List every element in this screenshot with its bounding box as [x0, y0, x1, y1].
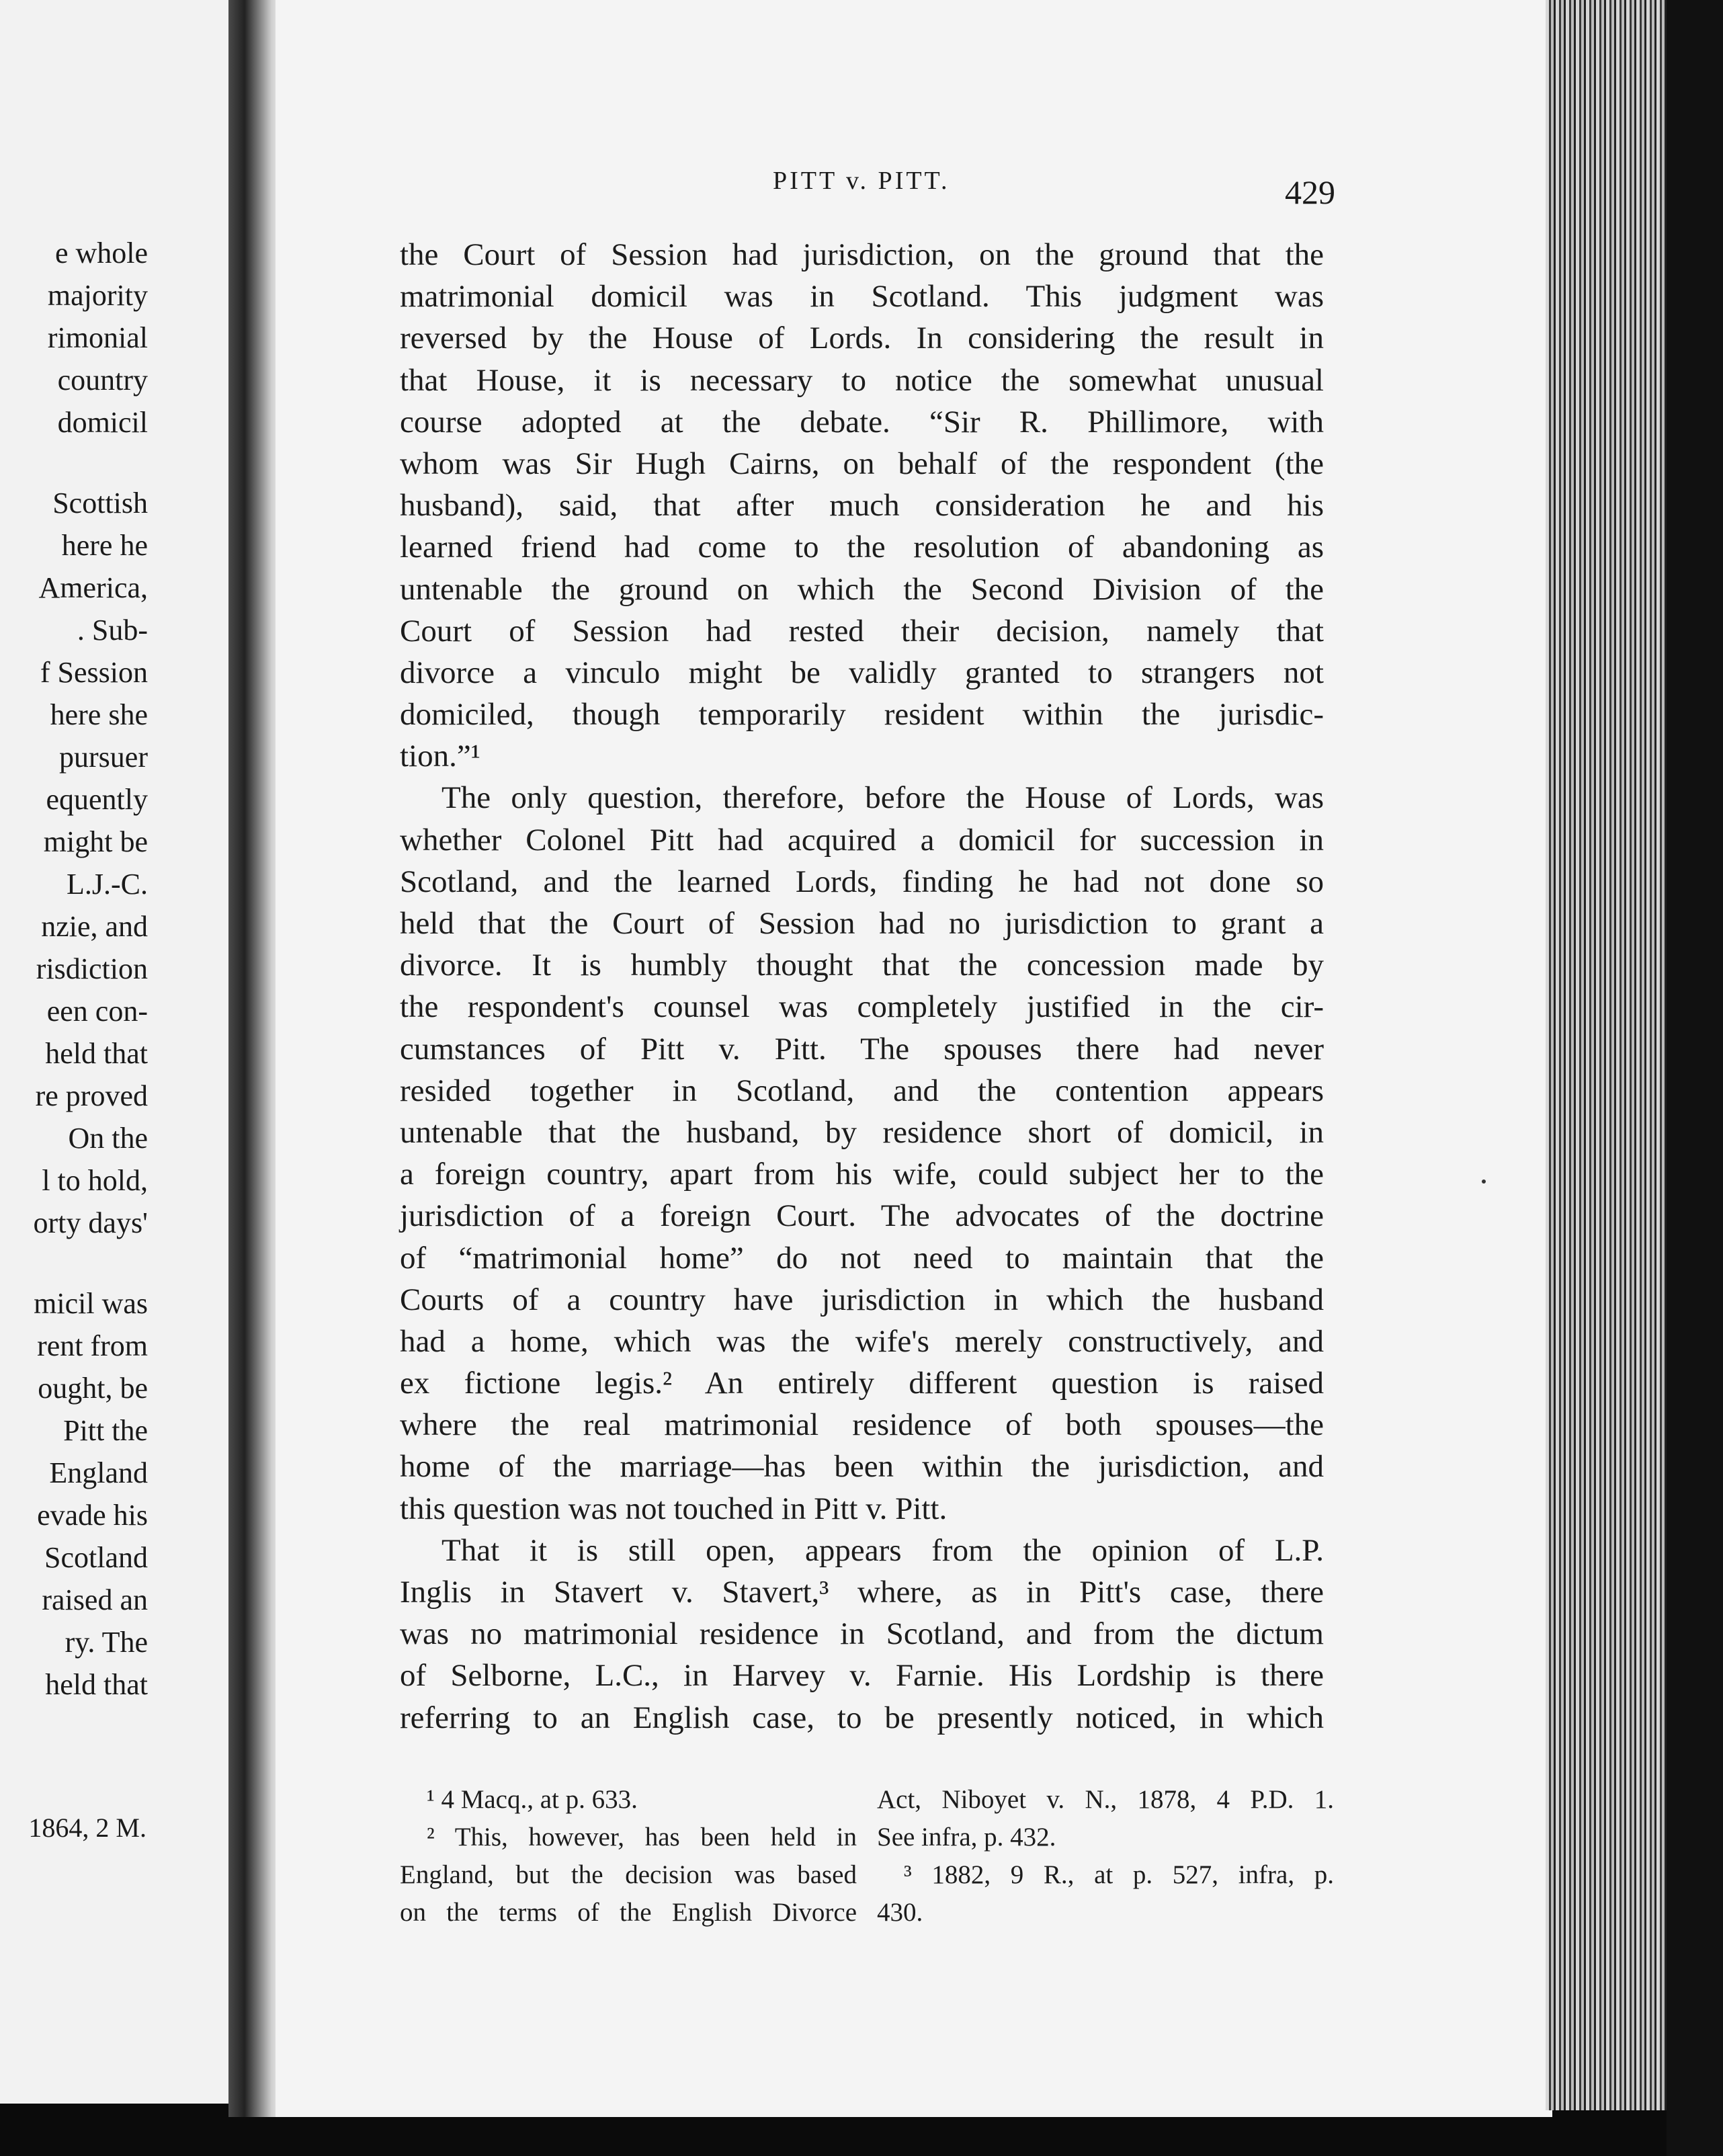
body-line: That it is still open, appears from the opinion of L.P.	[442, 1532, 1324, 1568]
left-line: On the	[68, 1122, 148, 1155]
left-page-text	[0, 232, 148, 1706]
body-text	[400, 234, 1324, 1739]
footnotes-right-column	[877, 1781, 1334, 1932]
left-line: here she	[50, 698, 148, 731]
left-line: country	[57, 364, 148, 397]
left-line: America,	[38, 571, 148, 604]
body-line: where the real matrimonial residence of both spouses—the	[400, 1407, 1324, 1443]
body-line: husband), said, that after much consideration he and his	[400, 488, 1324, 524]
footnote-line: England, but the decision was based	[400, 1860, 857, 1889]
left-line: domicil	[57, 406, 148, 439]
right-page	[276, 0, 1552, 2117]
body-line: Scotland, and the learned Lords, finding he had not done so	[400, 864, 1324, 899]
body-line: whether Colonel Pitt had acquired a domicil for succession in	[400, 822, 1324, 858]
body-line: Court of Session had rested their decision, namely that	[400, 613, 1324, 649]
body-line: tion.”¹	[400, 739, 480, 774]
left-page	[0, 0, 234, 2104]
body-line: ex fictione legis.² An entirely different question is raised	[400, 1366, 1324, 1401]
footnote-line: ³ 1882, 9 R., at p. 527, infra, p.	[904, 1860, 1334, 1889]
left-line: re proved	[35, 1079, 148, 1112]
body-line: was no matrimonial residence in Scotland, and from the dictum	[400, 1616, 1324, 1652]
body-line: a foreign country, apart from his wife, could subject her to the	[400, 1157, 1324, 1192]
body-line: resided together in Scotland, and the contention appears	[400, 1073, 1324, 1108]
footnote-line: 430.	[877, 1898, 923, 1927]
left-line: rimonial	[47, 321, 148, 354]
page-number: 429	[1285, 173, 1335, 211]
left-line: f Session	[40, 656, 148, 689]
background-edge	[1667, 0, 1723, 2156]
body-line: matrimonial domicil was in Scotland. This judgment was	[400, 279, 1324, 315]
left-line: Scotland	[44, 1541, 148, 1574]
left-line: held that	[45, 1668, 148, 1701]
body-line: referring to an English case, to be presently noticed, in which	[400, 1700, 1324, 1735]
footnote-line: Act, Niboyet v. N., 1878, 4 P.D. 1.	[877, 1785, 1334, 1814]
footnotes-left-column	[400, 1781, 857, 1932]
left-line: majority	[47, 279, 148, 312]
left-line: Scottish	[52, 487, 148, 520]
left-line: nzie, and	[41, 910, 148, 943]
left-line: ought, be	[38, 1372, 148, 1405]
ink-speck	[1482, 1179, 1486, 1184]
left-line: orty days'	[33, 1206, 148, 1239]
left-line: equently	[46, 783, 148, 816]
body-line: of “matrimonial home” do not need to maintain that the	[400, 1240, 1324, 1276]
body-line: reversed by the House of Lords. In considering the result in	[400, 321, 1324, 356]
left-line: Pitt the	[63, 1414, 148, 1447]
body-line: home of the marriage—has been within the jurisdiction, and	[400, 1449, 1324, 1485]
left-line: L.J.-C.	[67, 868, 148, 901]
left-line: held that	[45, 1037, 148, 1070]
body-line: of Selborne, L.C., in Harvey v. Farnie. His Lordship is there	[400, 1658, 1324, 1694]
body-line: that House, it is necessary to notice the somewhat unusual	[400, 362, 1324, 398]
left-line: een con-	[46, 995, 148, 1028]
left-line: risdiction	[36, 952, 148, 985]
left-line: rent from	[37, 1329, 148, 1362]
body-line: divorce. It is humbly thought that the concession made by	[400, 948, 1324, 983]
left-line: England	[49, 1456, 148, 1489]
left-line: here he	[61, 529, 148, 562]
running-head: PITT v. PITT.	[773, 167, 950, 195]
left-line: e whole	[54, 237, 148, 270]
body-line: this question was not touched in Pitt v. Pitt.	[400, 1491, 948, 1526]
left-line: raised an	[42, 1583, 148, 1616]
body-line: divorce a vinculo might be validly granted to strangers not	[400, 655, 1324, 690]
left-line: l to hold,	[42, 1164, 148, 1197]
footnote-line: See infra, p. 432.	[877, 1823, 1056, 1852]
body-line: domiciled, though temporarily resident within the jurisdic-	[400, 697, 1324, 733]
body-line: The only question, therefore, before the House of Lords, was	[442, 780, 1324, 816]
left-line: evade his	[37, 1499, 148, 1532]
body-line: whom was Sir Hugh Cairns, on behalf of the respondent (the	[400, 446, 1324, 481]
left-paragraph-gap	[0, 1244, 148, 1282]
left-page-footnote: 1864, 2 M.	[28, 1813, 146, 1843]
footnote-line: ² This, however, has been held in	[427, 1823, 857, 1852]
body-line: the respondent's counsel was completely justified in the cir-	[400, 989, 1324, 1025]
body-line: learned friend had come to the resolution of abandoning as	[400, 530, 1324, 565]
footnote-line: on the terms of the English Divorce	[400, 1898, 857, 1927]
left-line: might be	[43, 825, 148, 858]
footnote-line: ¹ 4 Macq., at p. 633.	[427, 1785, 638, 1814]
left-paragraph-gap	[0, 444, 148, 482]
body-line: cumstances of Pitt v. Pitt. The spouses there had never	[400, 1031, 1324, 1067]
body-line: had a home, which was the wife's merely constructively, and	[400, 1323, 1324, 1359]
left-line: ry. The	[65, 1626, 148, 1659]
book-gutter	[228, 0, 282, 2117]
body-line: untenable that the husband, by residence short of domicil, in	[400, 1114, 1324, 1150]
body-line: untenable the ground on which the Second Division of the	[400, 571, 1324, 607]
body-line: Inglis in Stavert v. Stavert,³ where, as in Pitt's case, there	[400, 1575, 1324, 1610]
body-line: jurisdiction of a foreign Court. The advocates of the doctrine	[400, 1198, 1324, 1234]
page-stack-edges	[1546, 0, 1667, 2110]
left-line: pursuer	[59, 741, 148, 774]
body-line: course adopted at the debate. “Sir R. Phillimore, with	[400, 404, 1324, 440]
left-line: micil was	[34, 1287, 148, 1320]
left-line: . Sub-	[77, 614, 148, 647]
body-line: Courts of a country have jurisdiction in which the husband	[400, 1282, 1324, 1317]
body-line: held that the Court of Session had no jurisdiction to grant a	[400, 906, 1324, 941]
body-line: the Court of Session had jurisdiction, on the ground that the	[400, 237, 1324, 272]
